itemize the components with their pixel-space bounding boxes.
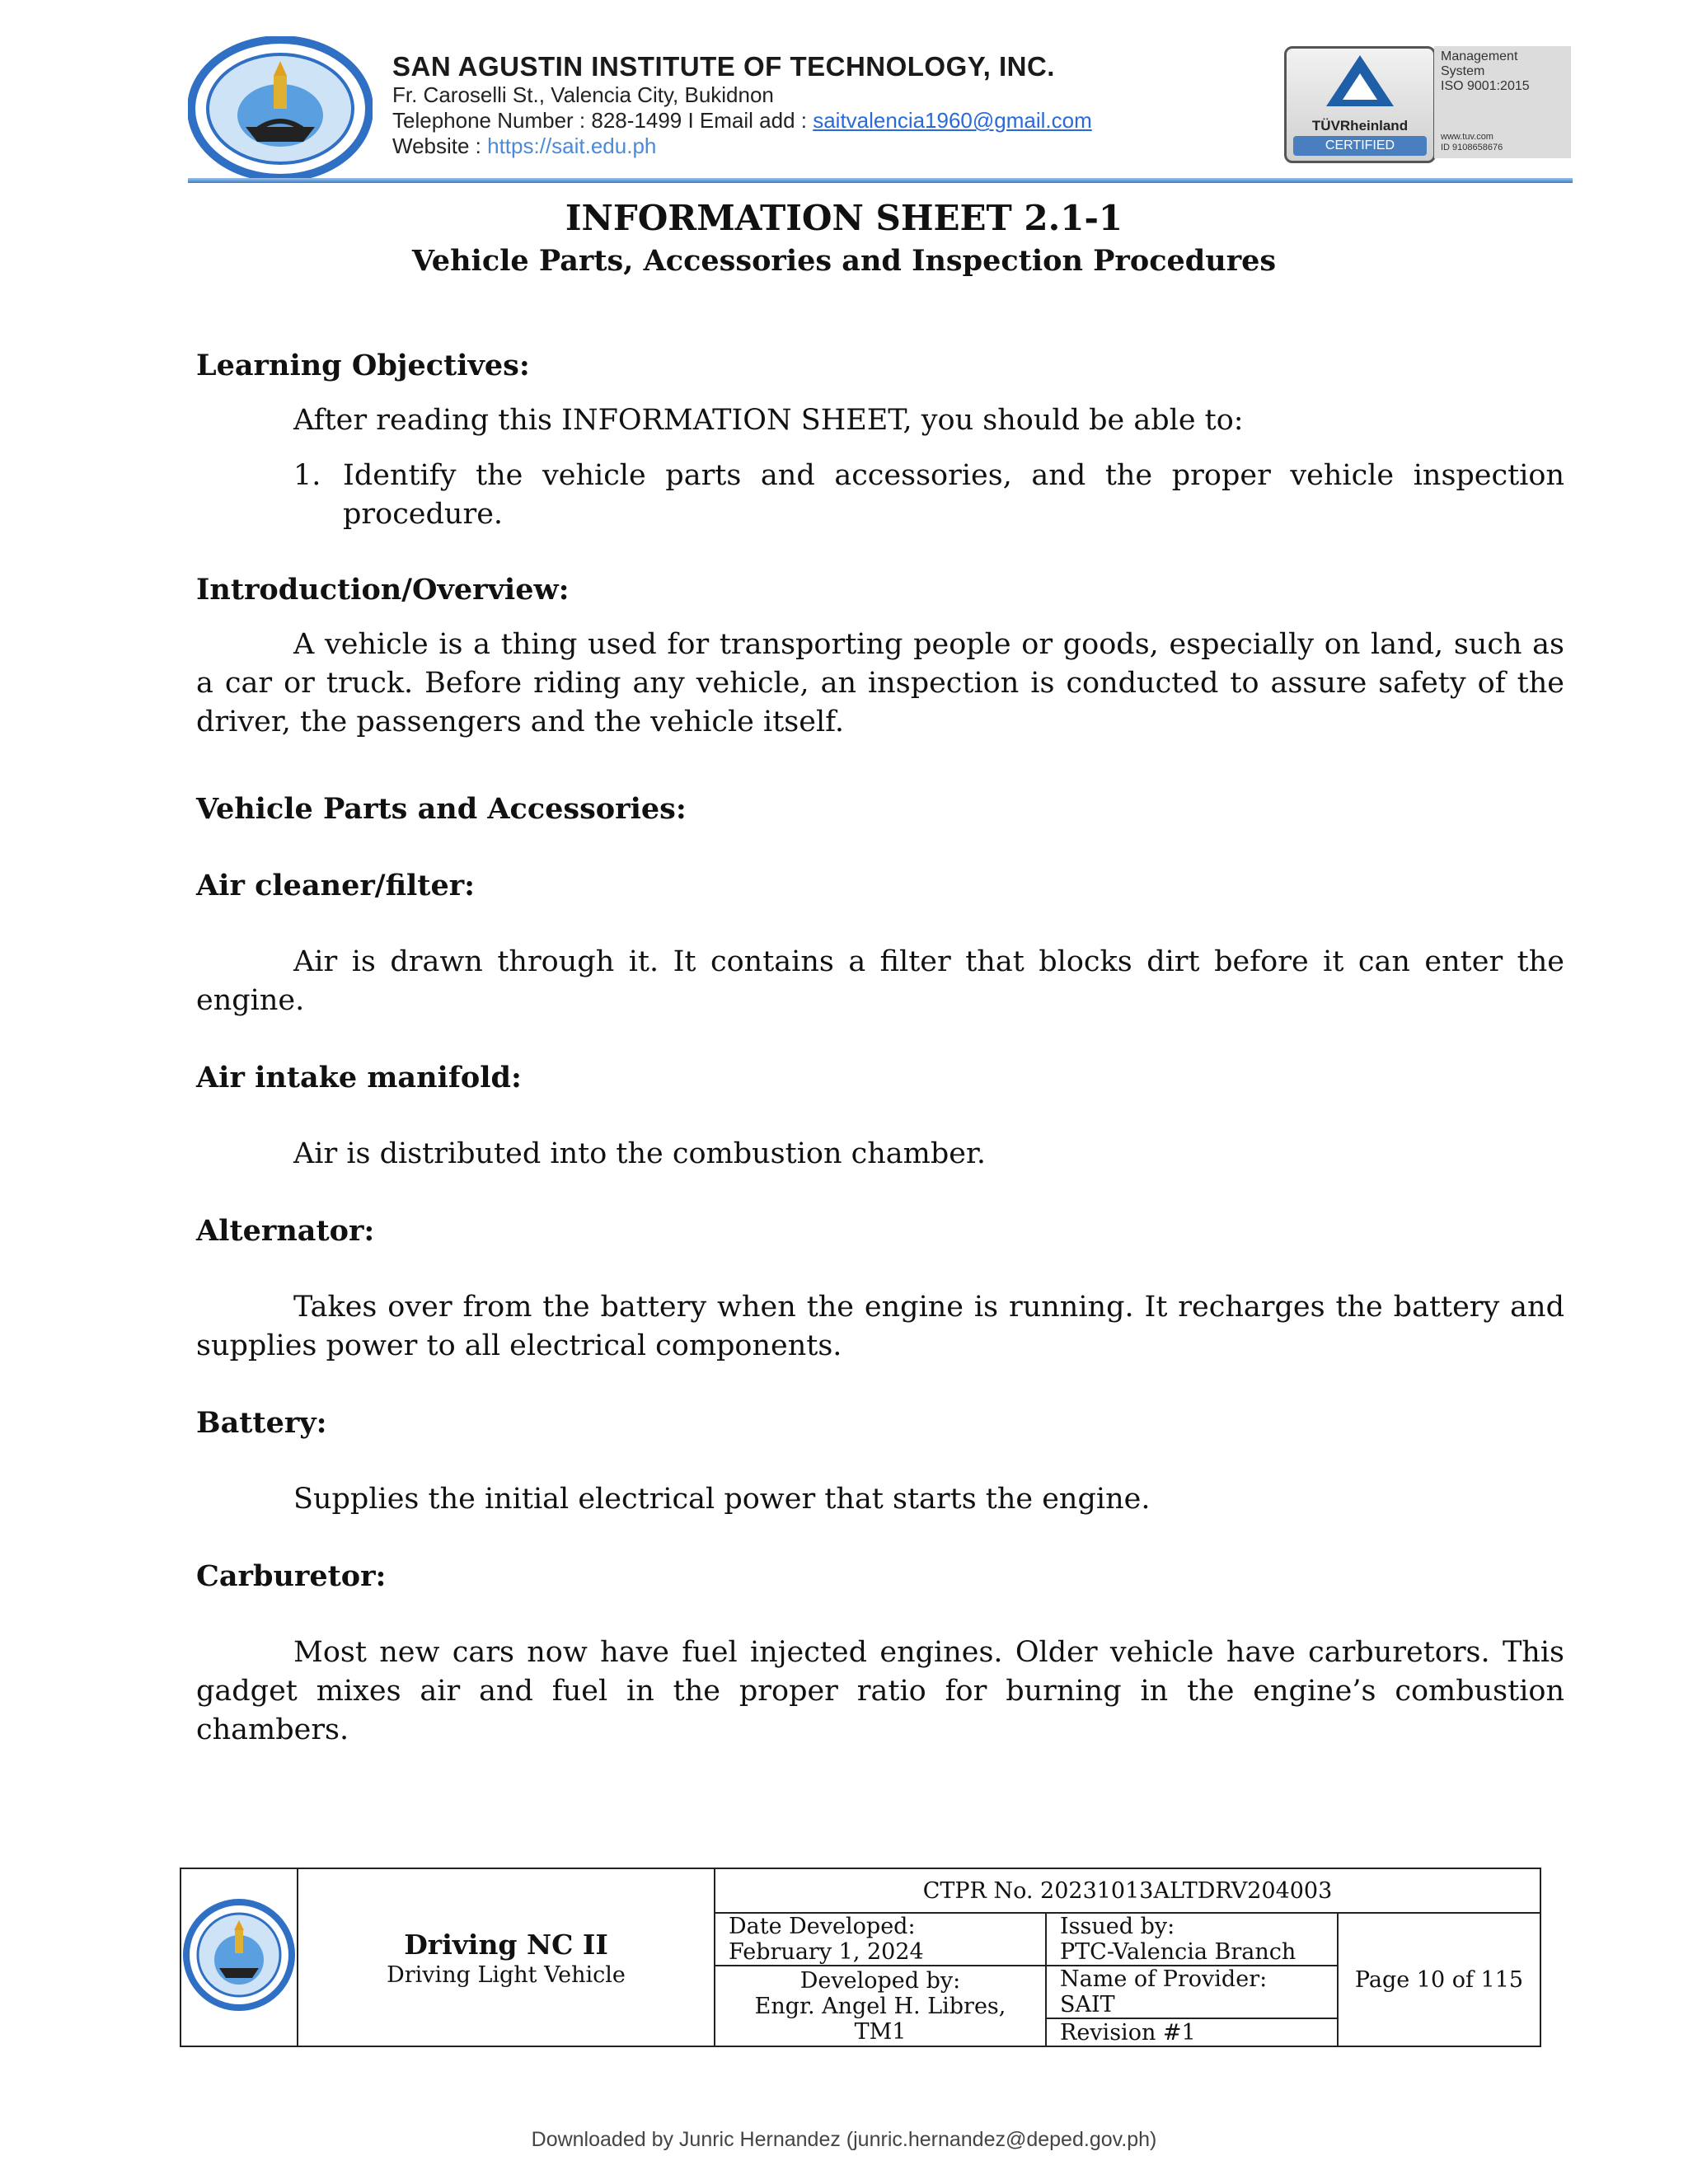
revision-cell: Revision #1 (1046, 2018, 1338, 2046)
tuv-brand: TÜVRheinland (1311, 118, 1409, 134)
date-developed-label: Date Developed: (729, 1914, 916, 1939)
ctpr-number: CTPR No. 20231013ALTDRV204003 (715, 1868, 1540, 1913)
developed-by-value: Engr. Angel H. Libres, TM1 (754, 1993, 1006, 2045)
org-website (392, 134, 1092, 159)
ms-line1: Management (1441, 49, 1518, 63)
issued-by-label: Issued by: (1060, 1914, 1175, 1939)
provider-value: SAIT (1060, 1992, 1115, 2018)
part-heading-alternator: Alternator: (196, 1214, 375, 1248)
part-text-battery: Supplies the initial electrical power that starts the engine. (293, 1483, 1151, 1516)
introduction-heading: Introduction/Overview: (196, 573, 570, 607)
school-seal-icon (181, 1897, 297, 2013)
learning-objectives-heading: Learning Objectives: (196, 349, 530, 382)
document-body (196, 346, 1564, 1750)
tuv-certification-badge (1284, 46, 1436, 163)
part-heading-carburetor: Carburetor: (196, 1559, 387, 1593)
part-text-air-intake: Air is distributed into the combustion chamber. (293, 1137, 986, 1170)
school-seal-icon (188, 36, 373, 181)
date-developed-cell (715, 1913, 1046, 1966)
list-item (293, 457, 1564, 534)
list-item-number: 1. (293, 459, 321, 492)
org-contact (392, 108, 1092, 134)
org-phone: Telephone Number : 828-1499 I Email add : (392, 108, 814, 133)
introduction-text: A vehicle is a thing used for transporting people or goods, especially on land, such as a car or truck. Before riding any vehicle, an inspection is conducted to assure safety of the driver, the passengers and the vehicle itself. (196, 628, 1564, 738)
date-developed-value: February 1, 2024 (729, 1939, 924, 1965)
course-cell (298, 1868, 715, 2046)
ms-line2: System (1441, 64, 1485, 78)
developed-by-label: Developed by: (799, 1967, 961, 1994)
footer-logo-cell (181, 1868, 298, 2046)
parts-heading: Vehicle Parts and Accessories: (196, 792, 687, 826)
tuv-triangle-icon (1287, 49, 1433, 115)
tuv-certified-label: CERTIFIED (1293, 136, 1427, 156)
letterhead (188, 33, 1573, 181)
part-heading-battery: Battery: (196, 1406, 327, 1440)
part-heading-air-intake: Air intake manifold: (196, 1061, 522, 1094)
issued-by-value: PTC-Valencia Branch (1060, 1939, 1296, 1965)
document-footer-table (180, 1868, 1541, 2047)
page-number: Page 10 of 115 (1338, 1913, 1540, 2046)
management-system-box (1434, 46, 1571, 158)
part-heading-air-cleaner: Air cleaner/filter: (196, 869, 476, 902)
provider-cell (1046, 1966, 1338, 2018)
learning-objectives-intro: After reading this INFORMATION SHEET, you should be able to: (293, 404, 1244, 437)
website-label: Website : (392, 134, 488, 158)
ms-line5: ID 9108658676 (1441, 143, 1503, 152)
ms-line4: www.tuv.com (1441, 132, 1493, 142)
part-text-alternator: Takes over from the battery when the engine is running. It recharges the battery and supplies power to all electrical components. (196, 1291, 1564, 1362)
part-text-air-cleaner: Air is drawn through it. It contains a filter that blocks dirt before it can enter the engine. (196, 945, 1564, 1017)
issued-by-cell (1046, 1913, 1338, 1966)
part-text-carburetor: Most new cars now have fuel injected engines. Older vehicle have carburetors. This gadget mixes air and fuel in the proper ratio for burning in the engine’s combustion chambers. (196, 1636, 1564, 1746)
course-title: Driving NC II (404, 1928, 608, 1961)
org-address: Fr. Caroselli St., Valencia City, Bukidnon (392, 82, 774, 107)
list-item-text: Identify the vehicle parts and accessories, and the proper vehicle inspection procedure. (343, 459, 1564, 531)
email-link[interactable]: saitvalencia1960@gmail.com (813, 108, 1092, 133)
website-link[interactable]: https://sait.edu.ph (487, 134, 657, 158)
developed-by-cell (715, 1966, 1046, 2046)
course-subtitle: Driving Light Vehicle (387, 1961, 626, 1988)
ms-id (1441, 132, 1503, 153)
download-note: Downloaded by Junric Hernandez (junric.hernandez@deped.gov.ph) (531, 2128, 1157, 2151)
header-divider (188, 178, 1573, 183)
objectives-list (196, 457, 1564, 534)
page-title: INFORMATION SHEET 2.1-1 (565, 198, 1123, 238)
org-name: SAN AGUSTIN INSTITUTE OF TECHNOLOGY, INC. (392, 51, 1055, 82)
ms-line3: ISO 9001:2015 (1441, 79, 1530, 93)
provider-label: Name of Provider: (1060, 1966, 1268, 1992)
page-subtitle: Vehicle Parts, Accessories and Inspection Procedures (411, 244, 1277, 278)
